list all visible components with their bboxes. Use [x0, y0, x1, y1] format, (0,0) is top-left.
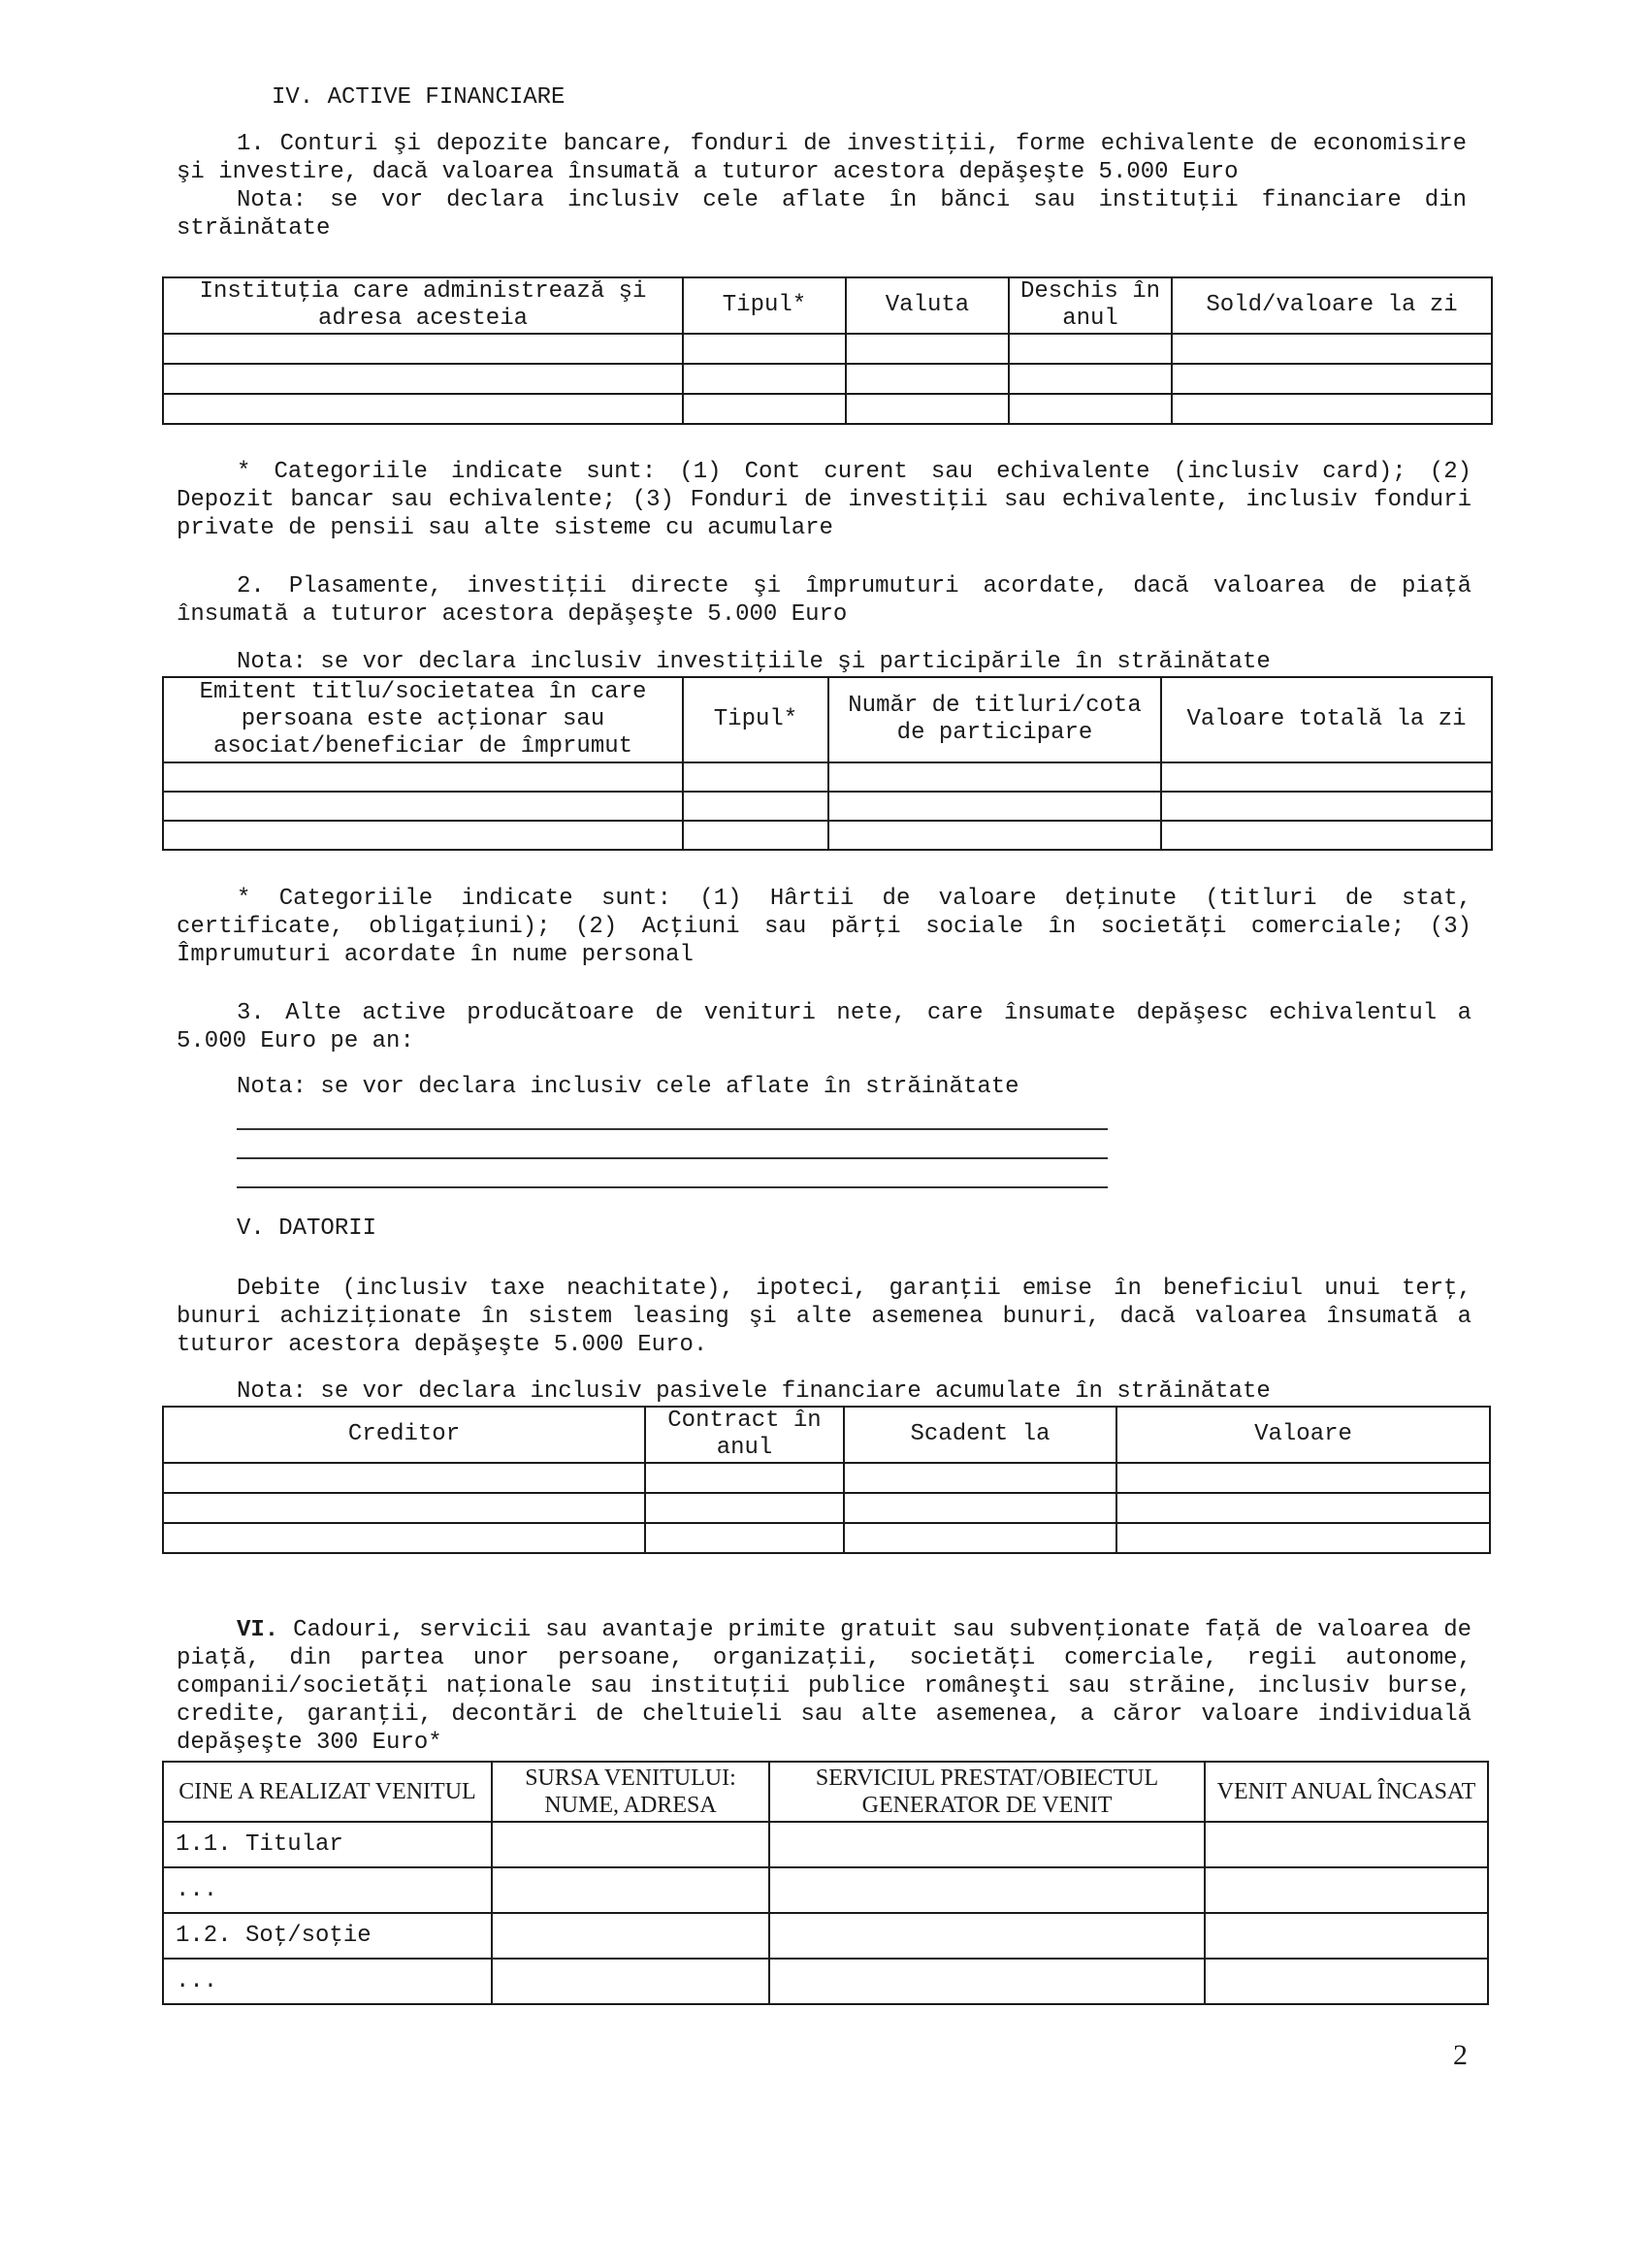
row-label-sot-sotie: 1.2. Soţ/soţie — [163, 1913, 492, 1959]
cell[interactable] — [1161, 821, 1492, 850]
table-header-row — [163, 677, 1492, 762]
note-text: Nota: se vor declara inclusiv pasivele financiare acumulate în străinătate — [237, 1378, 1271, 1405]
paragraph-conturi-note: Nota: se vor declara inclusiv cele aflate în bănci sau instituţii financiare din străinătate — [177, 187, 1467, 242]
header-valuta: Valuta — [846, 277, 1009, 334]
paragraph-datorii — [177, 1275, 1471, 1359]
cell[interactable] — [846, 394, 1009, 424]
header-serviciul-prestat: SERVICIUL PRESTAT/OBIECTUL GENERATOR DE VENIT — [769, 1762, 1205, 1822]
note-text: Nota: se vor declara inclusiv investiţiile şi participările în străinătate — [237, 649, 1271, 675]
cell[interactable] — [769, 1867, 1205, 1913]
note-text: Nota: se vor declara inclusiv cele aflate în străinătate — [237, 1074, 1019, 1100]
table-header-row — [163, 1762, 1488, 1822]
paragraph-datorii-text: Debite (inclusiv taxe neachitate), ipoteci, garanţii emise în beneficiul unui terţ, bunuri achiziţionate în sistem leasing şi alte asemenea bunuri, dacă valoarea însumată a tuturor acestora depăşeşte 5.000 Euro. — [177, 1276, 1471, 1358]
paragraph-plasamente-text: 2. Plasamente, investiţii directe şi împrumuturi acordate, dacă valoarea de piaţă însumată a tuturor acestora depăşeşte 5.000 Euro — [177, 573, 1471, 628]
blank-line[interactable] — [237, 1186, 1108, 1188]
table-row — [163, 821, 1492, 850]
paragraph-plasamente — [177, 572, 1471, 629]
header-valoare: Valoare — [1116, 1407, 1490, 1463]
row-label-titular: 1.1. Titular — [163, 1822, 492, 1867]
cell[interactable] — [163, 821, 683, 850]
cell[interactable] — [1172, 364, 1492, 394]
cell[interactable] — [844, 1463, 1116, 1493]
table-conturi-bancare — [162, 276, 1493, 425]
footnote-text: * Categoriile indicate sunt: (1) Cont curent sau echivalente (inclusiv card); (2) Depozit bancar sau echivalente; (3) Fonduri de investiţii sau echivalente, inclusiv fonduri private de pensii sau alte sisteme cu acumulare — [177, 459, 1471, 541]
header-sursa-venitului: SURSA VENITULUI: NUME, ADRESA — [492, 1762, 769, 1822]
cell[interactable] — [1205, 1913, 1488, 1959]
cell[interactable] — [163, 1523, 645, 1553]
header-valoare-totala: Valoare totală la zi — [1161, 677, 1492, 762]
cell[interactable] — [163, 364, 683, 394]
cell[interactable] — [492, 1913, 769, 1959]
paragraph-cadouri-body: Cadouri, servicii sau avantaje primite gratuit sau subvenţionate faţă de valoarea de piaţă, din partea unor persoane, organizaţii, societăţi comerciale, regii autonome, companii/societăţi naţionale sau instituţii publice româneşti sau străine, inclusiv burse, credite, garanţii, decontări de cheltuieli sau alte asemenea, a căror valoare individuală depăşeşte 300 Euro* — [177, 1617, 1472, 1756]
cell[interactable] — [163, 334, 683, 364]
header-numar-titluri: Număr de titluri/cota de participare — [828, 677, 1161, 762]
table-datorii — [162, 1406, 1491, 1554]
table-header-row — [163, 1407, 1490, 1463]
table-row — [163, 1913, 1488, 1959]
paragraph-conturi — [177, 130, 1467, 243]
table-row — [163, 792, 1492, 821]
table-plasamente — [162, 676, 1493, 851]
cell[interactable] — [683, 821, 828, 850]
paragraph-alte-active — [177, 999, 1471, 1055]
cell[interactable] — [844, 1493, 1116, 1523]
footnote-text: * Categoriile indicate sunt: (1) Hârtii de valoare deţinute (titluri de stat, certificate, obligaţiuni); (2) Acţiuni sau părţi sociale în societăţi comerciale; (3) Împrumuturi acordate în nume personal — [177, 886, 1471, 968]
header-sold: Sold/valoare la zi — [1172, 277, 1492, 334]
cell[interactable] — [844, 1523, 1116, 1553]
cell[interactable] — [769, 1959, 1205, 2004]
cell[interactable] — [1161, 762, 1492, 792]
footnote-categorii-plasamente — [177, 885, 1471, 969]
header-cine-a-realizat: CINE A REALIZAT VENITUL — [163, 1762, 492, 1822]
table-row — [163, 1867, 1488, 1913]
cell[interactable] — [163, 394, 683, 424]
header-tipul: Tipul* — [683, 277, 846, 334]
table-row — [163, 394, 1492, 424]
section-title-text: IV. ACTIVE FINANCIARE — [272, 84, 566, 111]
paragraph-alte-active-text: 3. Alte active producătoare de venituri nete, care însumate depăşesc echivalentul a 5.000 Euro pe an: — [177, 1000, 1471, 1054]
cell[interactable] — [683, 762, 828, 792]
page-number: 2 — [1453, 2039, 1468, 2071]
table-row — [163, 334, 1492, 364]
cell[interactable] — [683, 792, 828, 821]
cell[interactable] — [492, 1867, 769, 1913]
cell[interactable] — [769, 1822, 1205, 1867]
table-row — [163, 1822, 1488, 1867]
cell[interactable] — [163, 762, 683, 792]
header-scadent: Scadent la — [844, 1407, 1116, 1463]
blank-line[interactable] — [237, 1157, 1108, 1159]
paragraph-datorii-note — [237, 1377, 1478, 1406]
cell[interactable] — [645, 1463, 844, 1493]
header-contract: Contract în anul — [645, 1407, 844, 1463]
paragraph-cadouri — [177, 1616, 1471, 1757]
cell[interactable] — [492, 1822, 769, 1867]
cell[interactable] — [683, 394, 846, 424]
paragraph-alte-active-note — [237, 1073, 1304, 1101]
cell[interactable] — [1009, 364, 1172, 394]
cell[interactable] — [163, 1493, 645, 1523]
paragraph-cadouri-text — [177, 1616, 1471, 1757]
header-institutia: Instituţia care administrează şi adresa acesteia — [163, 277, 683, 334]
cell[interactable] — [683, 364, 846, 394]
section-title-text: V. DATORII — [237, 1215, 377, 1242]
cell[interactable] — [645, 1493, 844, 1523]
cell[interactable] — [1205, 1867, 1488, 1913]
cell[interactable] — [1116, 1493, 1490, 1523]
cell[interactable] — [1161, 792, 1492, 821]
paragraph-conturi-text: 1. Conturi şi depozite bancare, fonduri de investiţii, forme echivalente de economisire şi investire, dacă valoarea însumată a tuturor acestora depăşeşte 5.000 Euro — [177, 131, 1467, 185]
cell[interactable] — [645, 1523, 844, 1553]
table-row — [163, 762, 1492, 792]
table-cadouri — [162, 1761, 1489, 2005]
section-title-datorii — [237, 1215, 376, 1243]
cell[interactable] — [1116, 1463, 1490, 1493]
table-header-row — [163, 277, 1492, 334]
row-label-ellipsis: ... — [163, 1867, 492, 1913]
cell[interactable] — [492, 1959, 769, 2004]
header-tipul: Tipul* — [683, 677, 828, 762]
table-row — [163, 1463, 1490, 1493]
section-label: VI. — [237, 1617, 279, 1643]
cell[interactable] — [1205, 1822, 1488, 1867]
blank-line[interactable] — [237, 1128, 1108, 1130]
paragraph-plasamente-note — [237, 648, 1478, 676]
header-venit-anual: VENIT ANUAL ÎNCASAT — [1205, 1762, 1488, 1822]
table-row — [163, 1493, 1490, 1523]
cell[interactable] — [1205, 1959, 1488, 2004]
table-row — [163, 364, 1492, 394]
cell[interactable] — [1116, 1523, 1490, 1553]
row-label-ellipsis: ... — [163, 1959, 492, 2004]
table-row — [163, 1523, 1490, 1553]
cell[interactable] — [1172, 334, 1492, 364]
cell[interactable] — [163, 792, 683, 821]
table-row — [163, 1959, 1488, 2004]
footnote-categorii-conturi — [177, 458, 1471, 542]
cell[interactable] — [846, 334, 1009, 364]
cell[interactable] — [828, 792, 1161, 821]
cell[interactable] — [828, 821, 1161, 850]
cell[interactable] — [1172, 394, 1492, 424]
cell[interactable] — [769, 1913, 1205, 1959]
cell[interactable] — [1009, 334, 1172, 364]
header-creditor: Creditor — [163, 1407, 645, 1463]
cell[interactable] — [1009, 394, 1172, 424]
header-emitent: Emitent titlu/societatea în care persoana este acţionar sau asociat/beneficiar de împrumut — [163, 677, 683, 762]
cell[interactable] — [846, 364, 1009, 394]
cell[interactable] — [683, 334, 846, 364]
cell[interactable] — [163, 1463, 645, 1493]
section-title-active-financiare — [272, 83, 565, 112]
cell[interactable] — [828, 762, 1161, 792]
header-deschis: Deschis în anul — [1009, 277, 1172, 334]
